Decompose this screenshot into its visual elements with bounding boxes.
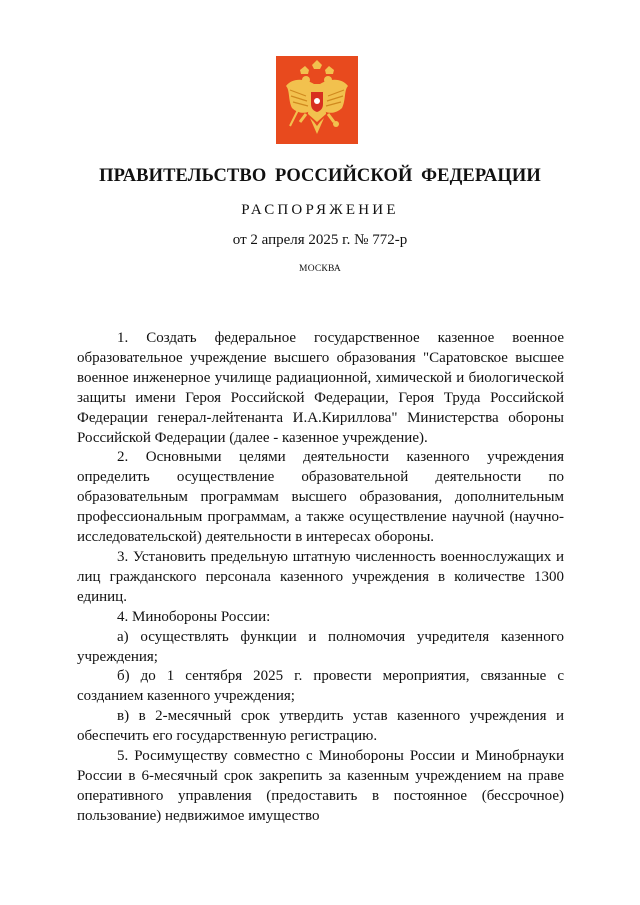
paragraph-4b: б) до 1 сентября 2025 г. провести мероприятия, связанные с созданием казенного учреждения; xyxy=(77,668,564,705)
document-type: РАСПОРЯЖЕНИЕ xyxy=(241,202,399,218)
paragraph-4a: а) осуществлять функции и полномочия учредителя казенного учреждения; xyxy=(77,628,564,665)
paragraph-4c: в) в 2-месячный срок утвердить устав казенного учреждения и обеспечить его государственную регистрацию. xyxy=(77,708,564,745)
paragraph-3: 3. Установить предельную штатную численность военнослужащих и лиц гражданского персонала казенного учреждения в количестве 1300 единиц. xyxy=(77,548,564,605)
document-date-number: от 2 апреля 2025 г. № 772-р xyxy=(232,232,408,248)
paragraph-1: 1. Создать федеральное государственное казенное военное образовательное учреждение высшего образования "Саратовское высшее военное инженерное училище радиационной, химической и биологической защиты имени Героя Российской Федерации, Героя Труда Российской Федерации генерал-лейтенанта И.А.Кириллова" Министерства обороны Российской Федерации (далее - казенное учреждение). xyxy=(77,330,564,446)
paragraph-2: 2. Основными целями деятельности казенного учреждения определить осуществление образовательной деятельности по образовательным программам высшего образования, дополнительным профессиональным программам, а также осуществление научной (научно-исследовательской) деятельности в интересах обороны. xyxy=(77,449,564,546)
document-city: МОСКВА xyxy=(299,264,341,274)
government-title: ПРАВИТЕЛЬСТВО РОССИЙСКОЙ ФЕДЕРАЦИИ xyxy=(99,166,541,186)
paragraph-4: 4. Минобороны России: xyxy=(117,608,271,625)
document-body xyxy=(77,329,564,827)
paragraph-5: 5. Росимуществу совместно с Минобороны России и Минобрнауки России в 6-месячный срок закрепить за казенным учреждением на праве оперативного управления (предоставить в постоянное (бессрочное) пользование) недвижимое имущество xyxy=(77,748,564,824)
coat-of-arms-icon xyxy=(276,56,358,144)
